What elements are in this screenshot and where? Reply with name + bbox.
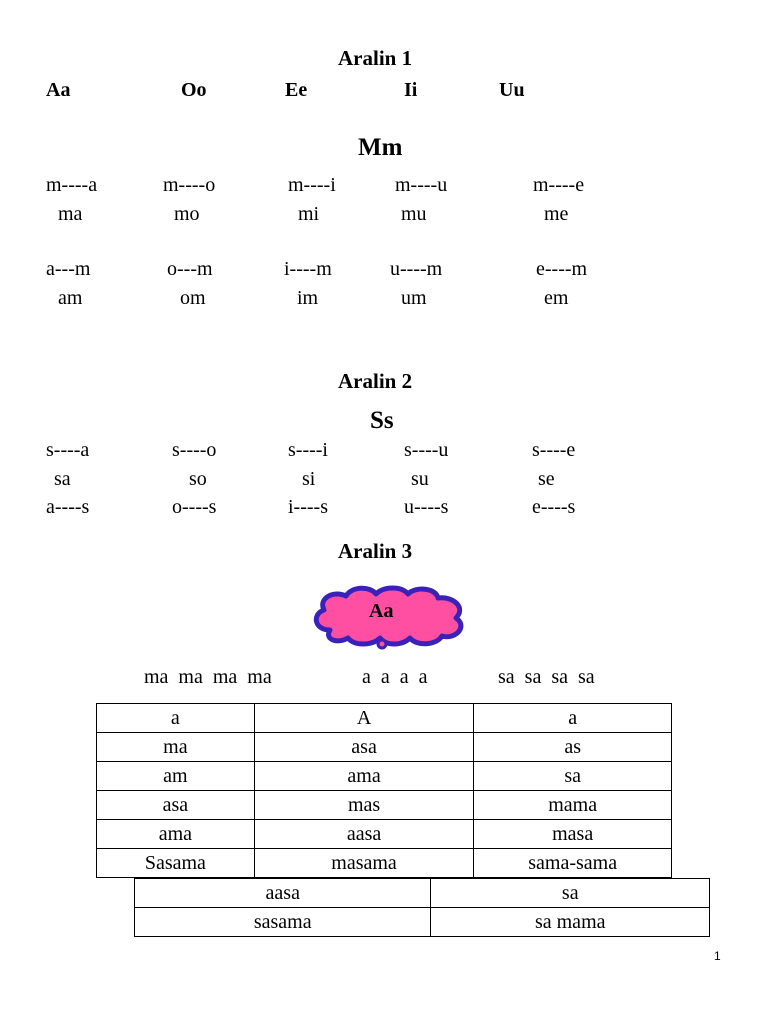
syllable: m----o <box>163 174 216 196</box>
syllable: s----i <box>288 439 328 461</box>
syllable: o----s <box>172 496 217 518</box>
table-cell: sa <box>431 879 710 908</box>
table-row <box>97 733 672 762</box>
syllable: si <box>302 468 316 490</box>
syllable: am <box>58 287 83 309</box>
table-cell: mas <box>254 791 474 820</box>
syllable-table-2 <box>134 878 710 937</box>
lesson1-row-3 <box>0 258 768 282</box>
lesson1-row-4 <box>0 287 768 311</box>
table-cell: ama <box>254 762 474 791</box>
syllable: mo <box>174 203 200 225</box>
table-cell: sa <box>474 762 672 791</box>
table-cell: masama <box>254 849 474 878</box>
table-row <box>97 849 672 878</box>
drill-sa: sa sa sa sa <box>498 666 595 688</box>
table-cell: ama <box>97 820 255 849</box>
table-cell: am <box>97 762 255 791</box>
syllable: se <box>538 468 555 490</box>
syllable: i----m <box>284 258 332 280</box>
vowel-i: Ii <box>404 79 418 101</box>
table-cell: sama-sama <box>474 849 672 878</box>
page-number: 1 <box>714 949 721 963</box>
syllable: e----s <box>532 496 576 518</box>
syllable: s----o <box>172 439 217 461</box>
lesson2-title: Aralin 2 <box>338 369 413 393</box>
drill-a: a a a a <box>362 666 428 688</box>
lesson1-title: Aralin 1 <box>338 46 413 70</box>
vowel-o: Oo <box>181 79 207 101</box>
table-row <box>97 820 672 849</box>
syllable: om <box>180 287 206 309</box>
lesson2-row-3 <box>0 496 768 520</box>
syllable: ma <box>58 203 83 225</box>
syllable-table-1 <box>96 703 672 878</box>
table-cell: ma <box>97 733 255 762</box>
syllable: m----u <box>395 174 448 196</box>
table-row <box>135 908 710 937</box>
lesson3-title: Aralin 3 <box>338 539 413 563</box>
syllable: s----e <box>532 439 576 461</box>
table-cell: asa <box>254 733 474 762</box>
vowel-u: Uu <box>499 79 525 101</box>
syllable: a----s <box>46 496 90 518</box>
syllable: so <box>189 468 207 490</box>
syllable: o---m <box>167 258 213 280</box>
table-row <box>97 762 672 791</box>
syllable: i----s <box>288 496 328 518</box>
syllable: m----e <box>533 174 585 196</box>
table-cell: A <box>254 704 474 733</box>
lesson2-row-2 <box>0 468 768 492</box>
vowel-a: Aa <box>46 79 71 101</box>
cloud-label: Aa <box>369 600 394 622</box>
syllable: s----u <box>404 439 449 461</box>
table-cell: asa <box>97 791 255 820</box>
lesson2-row-1 <box>0 439 768 463</box>
letter-mm: Mm <box>358 134 403 161</box>
drill-ma: ma ma ma ma <box>144 666 272 688</box>
letter-ss: Ss <box>370 407 394 434</box>
drill-row <box>0 666 768 690</box>
syllable: u----s <box>404 496 449 518</box>
table-row <box>135 879 710 908</box>
table-cell: masa <box>474 820 672 849</box>
table-cell: aasa <box>135 879 431 908</box>
table-row <box>97 791 672 820</box>
table-cell: a <box>474 704 672 733</box>
vowel-e: Ee <box>285 79 308 101</box>
table-row <box>97 704 672 733</box>
table-cell: a <box>97 704 255 733</box>
table-cell: mama <box>474 791 672 820</box>
syllable: mi <box>298 203 320 225</box>
syllable: mu <box>401 203 427 225</box>
syllable: um <box>401 287 427 309</box>
lesson1-row-1 <box>0 174 768 198</box>
vowel-row <box>0 79 768 103</box>
syllable: m----a <box>46 174 98 196</box>
table-cell: as <box>474 733 672 762</box>
cloud-badge <box>308 584 470 652</box>
syllable: s----a <box>46 439 90 461</box>
table-cell: sasama <box>135 908 431 937</box>
syllable: m----i <box>288 174 336 196</box>
table-cell: Sasama <box>97 849 255 878</box>
syllable: em <box>544 287 569 309</box>
table-cell: aasa <box>254 820 474 849</box>
syllable: sa <box>54 468 71 490</box>
syllable: im <box>297 287 319 309</box>
lesson1-row-2 <box>0 203 768 227</box>
syllable: e----m <box>536 258 588 280</box>
syllable: a---m <box>46 258 91 280</box>
table-cell: sa mama <box>431 908 710 937</box>
syllable: u----m <box>390 258 443 280</box>
syllable: su <box>411 468 429 490</box>
syllable: me <box>544 203 569 225</box>
